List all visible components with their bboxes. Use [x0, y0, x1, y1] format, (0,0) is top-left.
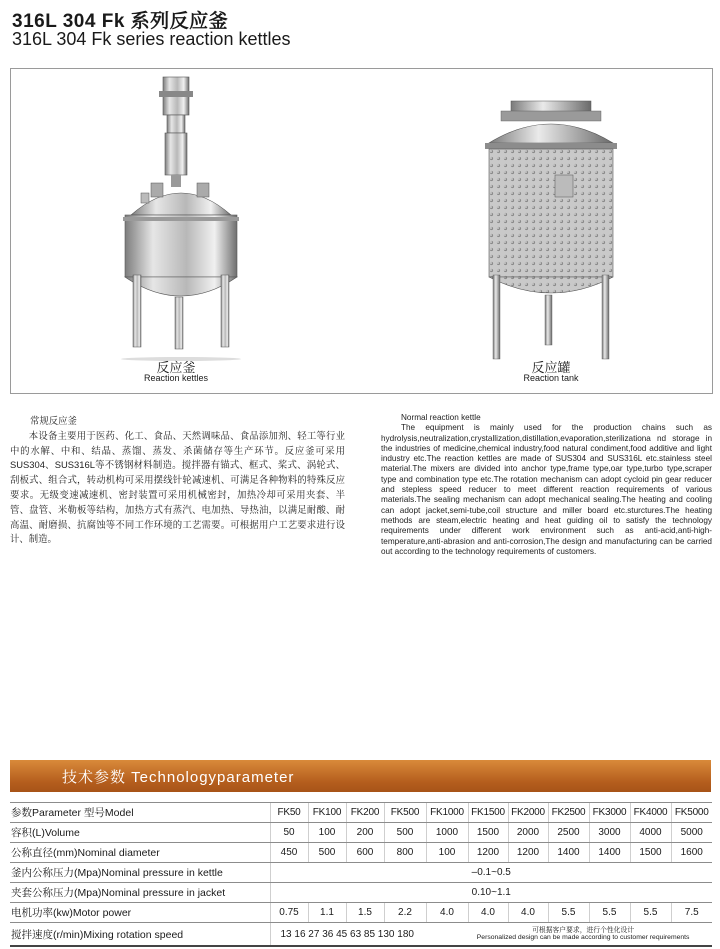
- description-english: [381, 413, 712, 557]
- row-label: 釜内公称压力(Mpa)Nominal pressure in kettle: [10, 863, 270, 883]
- photo-caption-en: Reaction tank: [523, 373, 579, 383]
- product-photo-panel: [10, 68, 713, 394]
- page-title-en: 316L 304 Fk series reaction kettles: [12, 29, 291, 49]
- speed-values: 13 16 27 36 45 63 85 130 180: [280, 928, 414, 940]
- model-cell: FK100: [308, 803, 346, 823]
- table-cell: 50: [270, 823, 308, 843]
- reaction-kettle-image: [111, 75, 251, 361]
- model-cell: FK4000: [630, 803, 671, 823]
- table-cell: 1400: [589, 843, 630, 863]
- row-label: 容积(L)Volume: [10, 823, 270, 843]
- note-en: Personalized design can be made according to customer requirements: [476, 934, 690, 941]
- model-cell: FK3000: [589, 803, 630, 823]
- model-cell: FK2000: [508, 803, 548, 823]
- table-cell: 1200: [468, 843, 508, 863]
- table-cell: 450: [270, 843, 308, 863]
- table-cell: 500: [384, 823, 426, 843]
- row-label: 电机功率(kw)Motor power: [10, 903, 270, 923]
- table-cell: 1.1: [308, 903, 346, 923]
- table-cell: 1200: [508, 843, 548, 863]
- model-cell: FK5000: [671, 803, 712, 823]
- table-cell: 5.5: [630, 903, 671, 923]
- table-cell: 0.75: [270, 903, 308, 923]
- model-cell: FK1500: [468, 803, 508, 823]
- note-cn: 可根据客户要求，进行个性化设计: [532, 926, 635, 934]
- table-cell: 100: [308, 823, 346, 843]
- table-row-pressure-kettle: [10, 863, 712, 883]
- table-cell: 4.0: [468, 903, 508, 923]
- custom-design-note: [417, 927, 690, 942]
- table-row-speed: [10, 923, 712, 947]
- table-cell: 1.5: [346, 903, 384, 923]
- table-cell: 100: [426, 843, 468, 863]
- model-cell: FK500: [384, 803, 426, 823]
- table-cell: 4.0: [426, 903, 468, 923]
- table-cell: 3000: [589, 823, 630, 843]
- table-cell: 2000: [508, 823, 548, 843]
- table-cell: 500: [308, 843, 346, 863]
- reaction-tank-image: [481, 99, 621, 361]
- model-cell: FK2500: [548, 803, 589, 823]
- table-row-motor: [10, 903, 712, 923]
- table-cell: 5000: [671, 823, 712, 843]
- table-row-diameter: [10, 843, 712, 863]
- table-cell: 2.2: [384, 903, 426, 923]
- model-cell: FK1000: [426, 803, 468, 823]
- table-row-pressure-jacket: [10, 883, 712, 903]
- page-title-cn: 316L 304 Fk 系列反应釜: [12, 11, 229, 32]
- table-cell: 7.5: [671, 903, 712, 923]
- table-cell: 0.10~1.1: [270, 883, 712, 903]
- description-heading-en: Normal reaction kettle: [401, 413, 481, 422]
- description-chinese: [10, 414, 345, 547]
- table-cell: 5.5: [589, 903, 630, 923]
- table-cell: 1000: [426, 823, 468, 843]
- table-header-row: [10, 803, 712, 823]
- technical-parameter-table: [10, 802, 712, 947]
- table-row-volume: [10, 823, 712, 843]
- table-cell: [270, 923, 712, 947]
- table-cell: 4000: [630, 823, 671, 843]
- photo-caption-cn: 反应罐: [531, 360, 571, 375]
- table-cell: 1500: [630, 843, 671, 863]
- model-cell: FK50: [270, 803, 308, 823]
- row-label: 搅拌速度(r/min)Mixing rotation speed: [10, 923, 270, 947]
- section-header-bar: [10, 760, 711, 792]
- table-cell: 600: [346, 843, 384, 863]
- model-cell: FK200: [346, 803, 384, 823]
- table-cell: –0.1~0.5: [270, 863, 712, 883]
- row-label: 公称直径(mm)Nominal diameter: [10, 843, 270, 863]
- table-cell: 5.5: [548, 903, 589, 923]
- table-header-label: 参数Parameter 型号Model: [10, 803, 270, 823]
- table-cell: 2500: [548, 823, 589, 843]
- description-body-cn: 本设备主要用于医药、化工、食品、天然调味品、食品添加剂、轻工等行业中的水解、中和、结晶、蒸馏、蒸发、杀菌储存等生产环节。反应釜可采用SUS304、SUS316L等不锈钢材料制造。搅拌器有锚式、框式、桨式、涡轮式、刮板式、组合式，转动机构可采用摆线针轮减速机、可满足各种物料的特殊反应要求。无级变速减速机、密封装置可采用机械密封，加热冷却可采用夹套、半管、盘管、米勒板等结构，加热方式有蒸汽、电加热、导热油，以满足耐酸、耐高温、耐磨损、抗腐蚀等不同工作环境的工艺需要。可根据用户工艺要求进行设计、制造。: [10, 429, 345, 545]
- table-cell: 1400: [548, 843, 589, 863]
- row-label: 夹套公称压力(Mpa)Nominal pressure in jacket: [10, 883, 270, 903]
- photo-caption-cn: 反应釜: [156, 360, 196, 375]
- table-cell: 4.0: [508, 903, 548, 923]
- table-cell: 200: [346, 823, 384, 843]
- description-heading-cn: 常规反应釜: [30, 415, 77, 426]
- section-title: 技术参数 Technologyparameter: [62, 769, 295, 786]
- photo-caption-en: Reaction kettles: [143, 373, 209, 383]
- table-cell: 1600: [671, 843, 712, 863]
- table-cell: 800: [384, 843, 426, 863]
- description-body-en: The equipment is mainly used for the production chains such as hydrolysis,neutralization,crystallization,distillation,evaporation,sterilizationa nd storage in the industries of medicine,chemical industry,food natural condiment,food additive and light industry etc.The reaction kettles are made of SUS304 and SUS316L etc.stainless steel material.The mixers are divided into anchor type,frame type,oar type,turbo type,scraper type and combination type etc.The rotation mechanism can adopt cycloid pin gear reducer and stepless speed reducer to meet different reaction requirements of various materials.The sealing mechanism can adopt mechanical sealing.The heating and cooling can adopt jacket,semi-tube,coil structure and miller board etc.sturctures.The heating methods are steam,electric heating and heat guiding oil to satisfy the technology requirements under different work environment such as anti-acid,anti-high-temperature,anti-abrasion and anti-corrosion,The design and manufacturing can be carried out according to the technology requirements of customers.: [381, 423, 712, 556]
- table-cell: 1500: [468, 823, 508, 843]
